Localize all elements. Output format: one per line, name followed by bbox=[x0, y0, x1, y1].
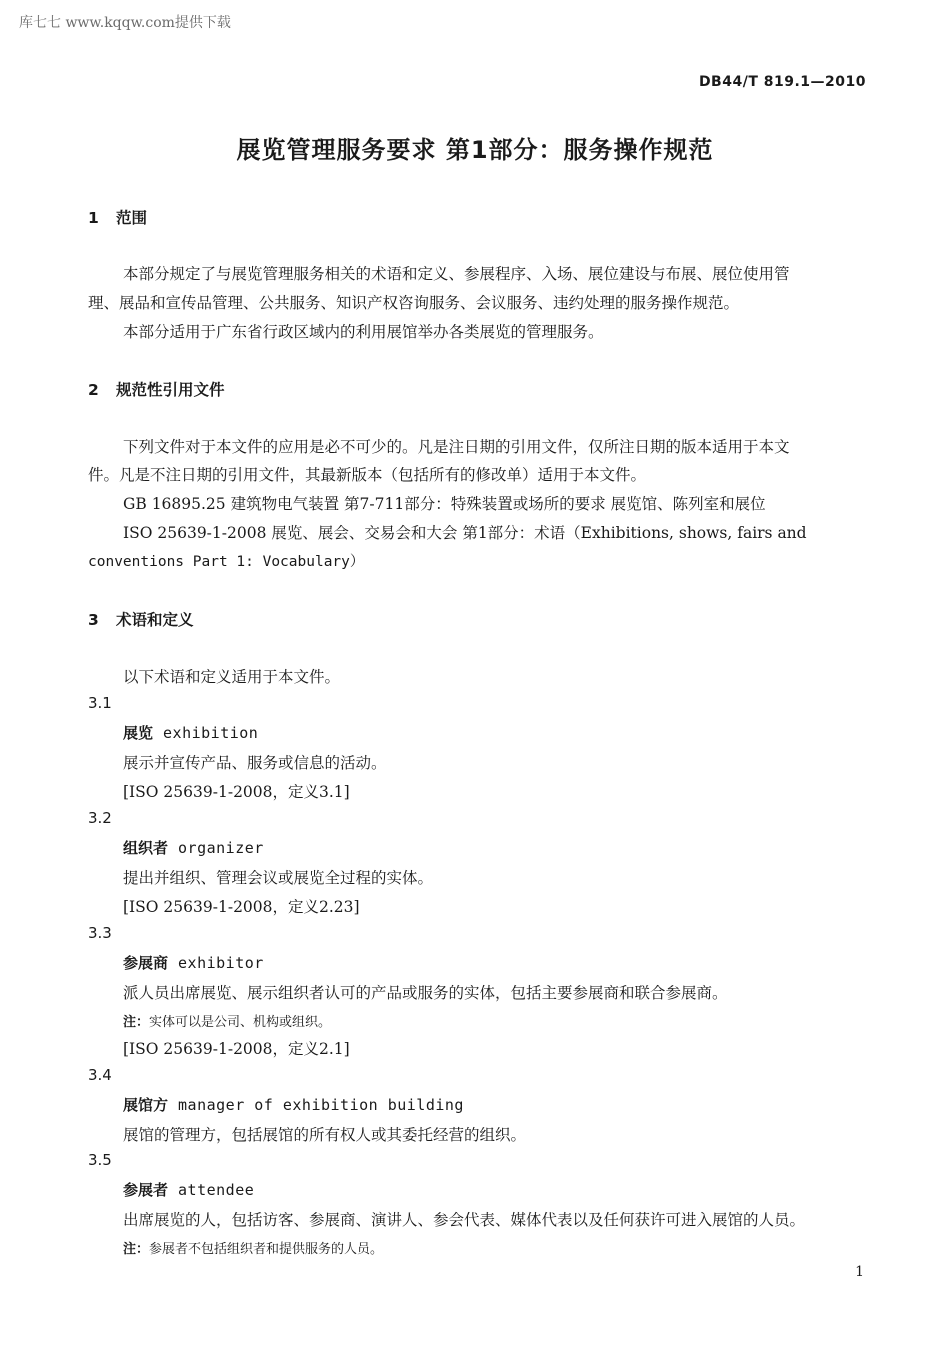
section-heading bbox=[88, 608, 194, 630]
note-label: 注： bbox=[123, 1242, 150, 1257]
term-en: exhibition bbox=[163, 724, 259, 742]
paragraph: 件。凡是不注日期的引用文件，其最新版本（包括所有的修改单）适用于本文件。 bbox=[88, 466, 647, 484]
term-zh: 展馆方 bbox=[123, 1096, 169, 1114]
note-text: 参展者不包括组织者和提供服务的人员。 bbox=[149, 1242, 384, 1257]
term-definition: 提出并组织、管理会议或展览全过程的实体。 bbox=[123, 869, 434, 887]
paragraph: 下列文件对于本文件的应用是必不可少的。凡是注日期的引用文件，仅所注日期的版本适用于本文 bbox=[123, 438, 790, 456]
term-zh: 参展者 bbox=[123, 1181, 169, 1199]
term-en: exhibitor bbox=[178, 954, 264, 972]
term-source: [ISO 25639-1-2008，定义3.1] bbox=[123, 783, 350, 801]
reference-item-continued: conventions Part 1: Vocabulary） bbox=[88, 554, 365, 570]
paragraph: 本部分适用于广东省行政区域内的利用展馆举办各类展览的管理服务。 bbox=[123, 323, 604, 341]
term-number: 3.4 bbox=[88, 1066, 112, 1084]
term-zh: 组织者 bbox=[123, 839, 169, 857]
term-zh: 参展商 bbox=[123, 954, 169, 972]
section-number: 2 bbox=[88, 381, 99, 399]
section-number: 3 bbox=[88, 611, 99, 629]
term-number: 3.5 bbox=[88, 1151, 112, 1169]
section-heading bbox=[88, 206, 147, 228]
note-label: 注： bbox=[123, 1015, 150, 1030]
term-note bbox=[123, 1238, 383, 1257]
term-heading bbox=[123, 1179, 254, 1200]
paragraph: 以下术语和定义适用于本文件。 bbox=[123, 668, 341, 686]
term-en: manager of exhibition building bbox=[178, 1096, 464, 1114]
term-heading bbox=[123, 722, 258, 743]
section-title: 术语和定义 bbox=[116, 611, 194, 629]
document-number: DB44/T 819.1—2010 bbox=[698, 74, 866, 90]
paragraph: 本部分规定了与展览管理服务相关的术语和定义、参展程序、入场、展位建设与布展、展位使用管 bbox=[123, 265, 790, 283]
reference-item: ISO 25639-1-2008 展览、展会、交易会和大会 第1部分：术语（Exhibitions, shows, fairs and bbox=[123, 524, 807, 542]
term-number: 3.3 bbox=[88, 924, 112, 942]
paragraph: 理、展品和宣传品管理、公共服务、知识产权咨询服务、会议服务、违约处理的服务操作规范。 bbox=[88, 294, 740, 312]
section-heading bbox=[88, 378, 225, 400]
term-definition: 出席展览的人，包括访客、参展商、演讲人、参会代表、媒体代表以及任何获许可进入展馆的人员。 bbox=[123, 1211, 806, 1229]
watermark: 库七七 www.kqqw.com提供下载 bbox=[19, 15, 231, 31]
section-title: 规范性引用文件 bbox=[116, 381, 225, 399]
term-en: organizer bbox=[178, 839, 264, 857]
section-number: 1 bbox=[88, 209, 99, 227]
term-definition: 展馆的管理方，包括展馆的所有权人或其委托经营的组织。 bbox=[123, 1126, 527, 1144]
term-source: [ISO 25639-1-2008，定义2.23] bbox=[123, 898, 360, 916]
term-number: 3.1 bbox=[88, 694, 112, 712]
reference-item: GB 16895.25 建筑物电气装置 第7-711部分：特殊装置或场所的要求 展览馆、陈列室和展位 bbox=[123, 495, 766, 513]
term-number: 3.2 bbox=[88, 809, 112, 827]
term-heading bbox=[123, 952, 264, 973]
term-zh: 展览 bbox=[123, 724, 154, 742]
term-note bbox=[123, 1011, 331, 1030]
term-heading bbox=[123, 1094, 464, 1115]
page-number: 1 bbox=[855, 1264, 864, 1280]
term-en: attendee bbox=[178, 1181, 255, 1199]
term-heading bbox=[123, 837, 264, 858]
term-source: [ISO 25639-1-2008，定义2.1] bbox=[123, 1040, 350, 1058]
term-definition: 派人员出席展览、展示组织者认可的产品或服务的实体，包括主要参展商和联合参展商。 bbox=[123, 984, 728, 1002]
note-text: 实体可以是公司、机构或组织。 bbox=[149, 1015, 332, 1030]
term-definition: 展示并宣传产品、服务或信息的活动。 bbox=[123, 754, 387, 772]
page-title: 展览管理服务要求 第1部分：服务操作规范 bbox=[236, 136, 714, 164]
section-title: 范围 bbox=[116, 209, 148, 227]
